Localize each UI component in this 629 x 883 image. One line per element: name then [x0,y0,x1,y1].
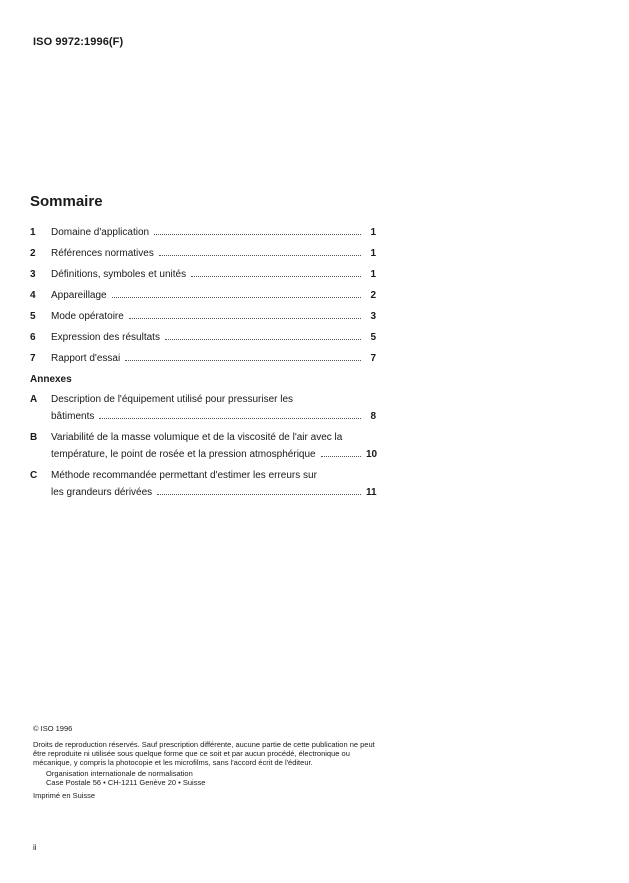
toc-entry-number: 6 [30,332,36,343]
printed-in: Imprimé en Suisse [33,791,96,800]
toc-entry-4[interactable] [30,289,376,310]
annex-page: 8 [370,411,376,422]
toc-entry-title: Définitions, symboles et unités [51,269,187,280]
toc-entry-5[interactable] [30,310,376,331]
toc-entry-1[interactable] [30,226,376,247]
annex-title-line2: les grandeurs dérivées [51,487,153,498]
annex-letter: B [30,432,38,443]
organization-name: Organisation internationale de normalisation [46,769,193,778]
leader-dots [154,226,361,235]
annex-entry-a[interactable] [30,394,376,427]
toc-entry-page: 1 [370,269,376,280]
page-number: ii [33,843,37,852]
leader-dots [159,247,361,256]
toc-entry-page: 1 [370,248,376,259]
annexes-heading: Annexes [30,374,72,385]
toc-entry-number: 4 [30,290,36,301]
annex-title-line2: température, le point de rosée et la pression atmosphérique [51,449,316,460]
leader-dots [99,410,361,419]
toc-entry-title: Références normatives [51,248,154,259]
toc-entry-page: 1 [370,227,376,238]
toc-entry-title: Mode opératoire [51,311,124,322]
annex-title-line1: Description de l'équipement utilisé pour pressuriser les [51,394,294,405]
leader-dots [191,268,361,277]
leader-dots [157,486,361,495]
rights-statement: Droits de reproduction réservés. Sauf prescription différente, aucune partie de cette publication ne peut être reproduite ni utilisée sous quelque forme que ce soit et par aucun procédé, électronique ou mécanique, y compris la photocopie et les microfilms, sans l'accord écrit de l'éditeur. [33,740,375,767]
toc-entry-page: 3 [370,311,376,322]
toc-entry-page: 2 [370,290,376,301]
toc-entry-3[interactable] [30,268,376,289]
copyright-footer [33,724,383,800]
toc-entry-number: 7 [30,353,36,364]
annex-entry-c[interactable] [30,470,376,503]
annex-title-line1: Variabilité de la masse volumique et de la viscosité de l'air avec la [51,432,343,443]
annex-page: 11 [366,487,377,498]
publisher-address [33,769,383,787]
annex-entry-b[interactable] [30,432,376,465]
toc-entry-number: 1 [30,227,36,238]
annex-title-line1: Méthode recommandée permettant d'estimer les erreurs sur [51,470,317,481]
toc-entry-page: 5 [370,332,376,343]
leader-dots [321,448,361,457]
page-title: Sommaire [30,193,103,210]
organization-address: Case Postale 56 • CH-1211 Genève 20 • Suisse [46,778,206,787]
toc-entry-number: 5 [30,311,36,322]
toc-entry-number: 2 [30,248,36,259]
toc-entry-2[interactable] [30,247,376,268]
annex-letter: C [30,470,38,481]
toc-entry-title: Domaine d'application [51,227,150,238]
leader-dots [125,352,361,361]
annex-letter: A [30,394,38,405]
toc-entry-7[interactable] [30,352,376,373]
toc-entry-title: Rapport d'essai [51,353,121,364]
toc-entry-page: 7 [370,353,376,364]
document-id: ISO 9972:1996(F) [33,36,124,48]
toc-entry-number: 3 [30,269,36,280]
copyright-notice: © ISO 1996 [33,724,73,733]
toc-entry-title: Appareillage [51,290,107,301]
table-of-contents [30,226,376,508]
toc-entry-6[interactable] [30,331,376,352]
toc-entry-title: Expression des résultats [51,332,160,343]
leader-dots [165,331,361,340]
leader-dots [112,289,361,298]
leader-dots [129,310,361,319]
annex-title-line2: bâtiments [51,411,95,422]
annex-page: 10 [366,449,378,460]
